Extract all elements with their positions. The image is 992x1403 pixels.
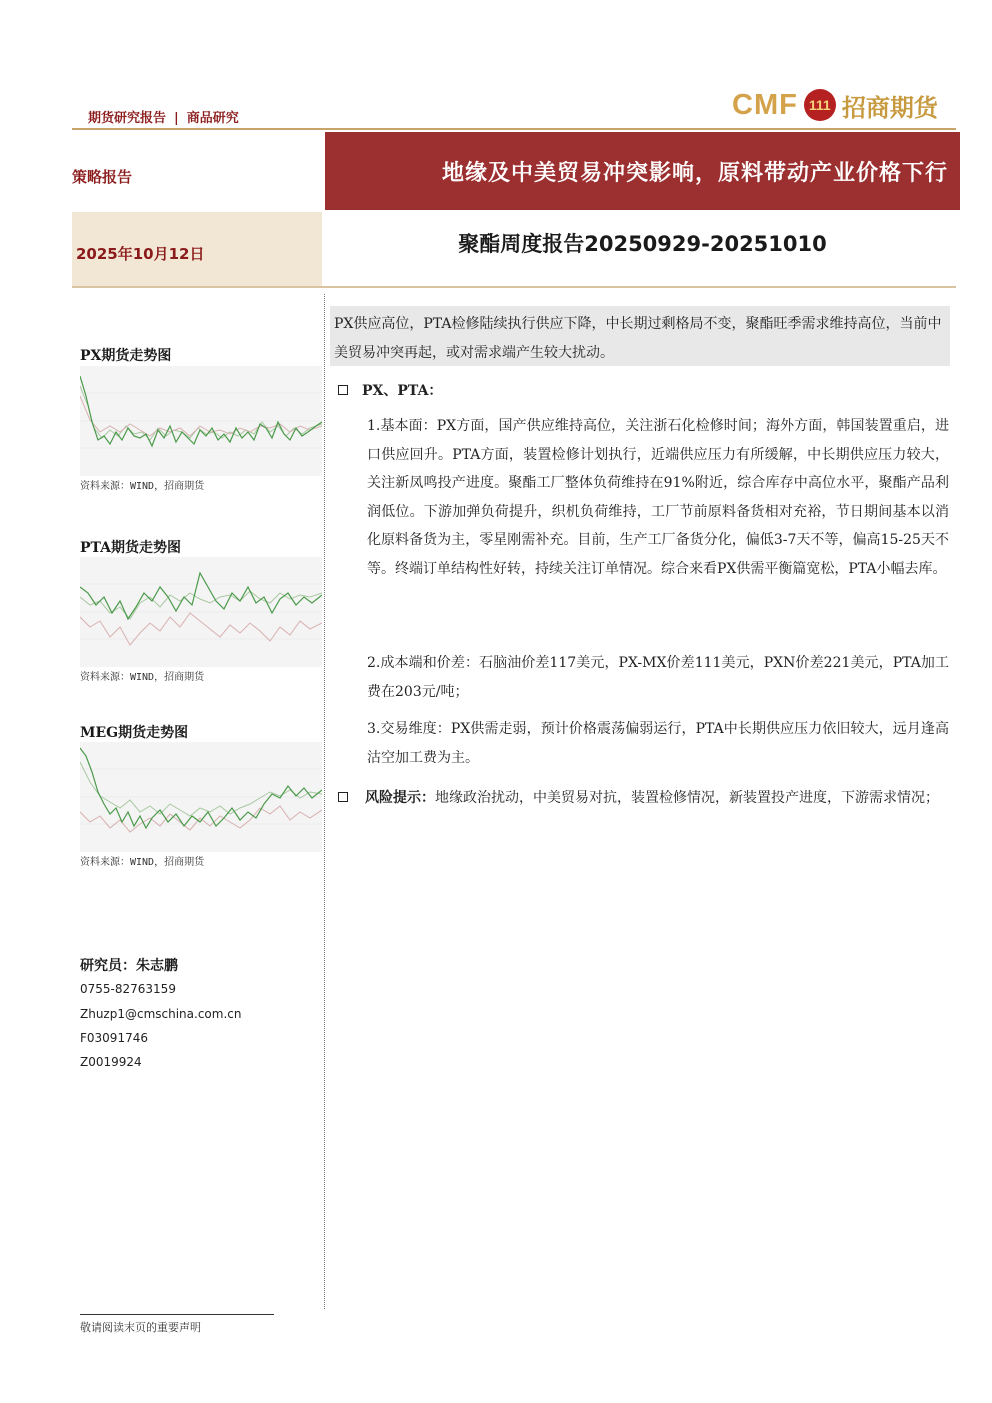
meg-futures-chart bbox=[80, 742, 322, 852]
square-bullet-icon bbox=[338, 385, 348, 395]
px-chart-svg bbox=[80, 366, 322, 476]
px-chart-source: 资料来源：WIND，招商期货 bbox=[80, 481, 205, 492]
logo-badge-icon: 111 bbox=[804, 89, 836, 121]
pta-chart-title: PTA期货走势图 bbox=[80, 540, 182, 556]
report-headline: 地缘及中美贸易冲突影响，原料带动产业价格下行 bbox=[441, 159, 948, 186]
nav-research-report: 期货研究报告 bbox=[88, 111, 167, 126]
footer-divider bbox=[80, 1314, 274, 1315]
researcher-name: 研究员：朱志鹏 bbox=[80, 958, 178, 974]
px-chart-title: PX期货走势图 bbox=[80, 348, 172, 364]
summary-box: PX供应高位，PTA检修陆续执行供应下降，中长期过剩格局不变，聚酯旺季需求维持高位，当前中美贸易冲突再起，或对需求端产生较大扰动。 bbox=[330, 306, 950, 366]
meg-chart-source: 资料来源：WIND，招商期货 bbox=[80, 857, 205, 868]
paragraph-fundamentals: 1.基本面：PX方面，国产供应维持高位，关注浙石化检修时间；海外方面，韩国装置重启，进口供应回升。PTA方面，装置检修计划执行，近端供应压力有所缓解，中长期供应压力较大，关注新凤鸣投产进度。聚酯工厂整体负荷维持在91%附近，综合库存中高位水平，聚酯产品利润低位。下游加弹负荷提升，织机负荷维持，工厂节前原料备货相对充裕，节日期间基本以消化原料备货为主，零星刚需补充。目前，生产工厂备货分化，偏低3-7天不等，偏高15-25天不等。终端订单结构性好转，持续关注订单情况。综合来看PX供需平衡篇宽松，PTA小幅去库。 bbox=[367, 418, 949, 577]
report-category: 策略报告 bbox=[72, 168, 133, 186]
meg-chart-svg bbox=[80, 742, 322, 852]
meg-chart-title: MEG期货走势图 bbox=[80, 725, 189, 741]
nav-commodity-research: 商品研究 bbox=[186, 111, 239, 126]
logo-chinese-text: 招商期货 bbox=[841, 92, 938, 122]
column-divider bbox=[324, 294, 325, 1309]
paragraph-cost-spread: 2.成本端和价差：石脑油价差117美元，PX-MX价差111美元，PXN价差221美元，PTA加工费在203元/吨； bbox=[367, 655, 949, 700]
company-logo bbox=[732, 86, 938, 124]
researcher-email[interactable]: Zhuzp1@cmschina.com.cn bbox=[80, 1007, 242, 1021]
report-title: 聚酯周度报告20250929-20251010 bbox=[458, 232, 827, 256]
top-nav bbox=[88, 107, 239, 126]
risk-warning bbox=[338, 784, 949, 813]
pta-futures-chart bbox=[80, 557, 322, 667]
researcher-phone: 0755-82763159 bbox=[80, 982, 176, 996]
report-date: 2025年10月12日 bbox=[76, 245, 205, 263]
title-bar bbox=[325, 132, 960, 210]
section-label: PX、PTA： bbox=[362, 383, 443, 399]
banner-divider bbox=[72, 286, 956, 288]
square-bullet-icon bbox=[338, 792, 348, 802]
header-divider bbox=[72, 128, 956, 130]
researcher-cert-z: Z0019924 bbox=[80, 1055, 142, 1069]
risk-label: 风险提示： bbox=[365, 790, 435, 806]
px-futures-chart bbox=[80, 366, 322, 476]
pta-chart-source: 资料来源：WIND，招商期货 bbox=[80, 672, 205, 683]
pta-chart-svg bbox=[80, 557, 322, 667]
risk-text: 地缘政治扰动，中美贸易对抗，装置检修情况，新装置投产进度，下游需求情况； bbox=[435, 790, 939, 806]
nav-separator: | bbox=[174, 111, 179, 126]
logo-cmf-text: CMF bbox=[732, 88, 798, 121]
paragraph-trading: 3.交易维度：PX供需走弱，预计价格震荡偏弱运行，PTA中长期供应压力依旧较大，远月逢高沽空加工费为主。 bbox=[367, 721, 949, 766]
researcher-cert-f: F03091746 bbox=[80, 1031, 148, 1045]
section-px-pta bbox=[338, 380, 442, 400]
disclaimer-note: 敬请阅读末页的重要声明 bbox=[80, 1321, 201, 1334]
